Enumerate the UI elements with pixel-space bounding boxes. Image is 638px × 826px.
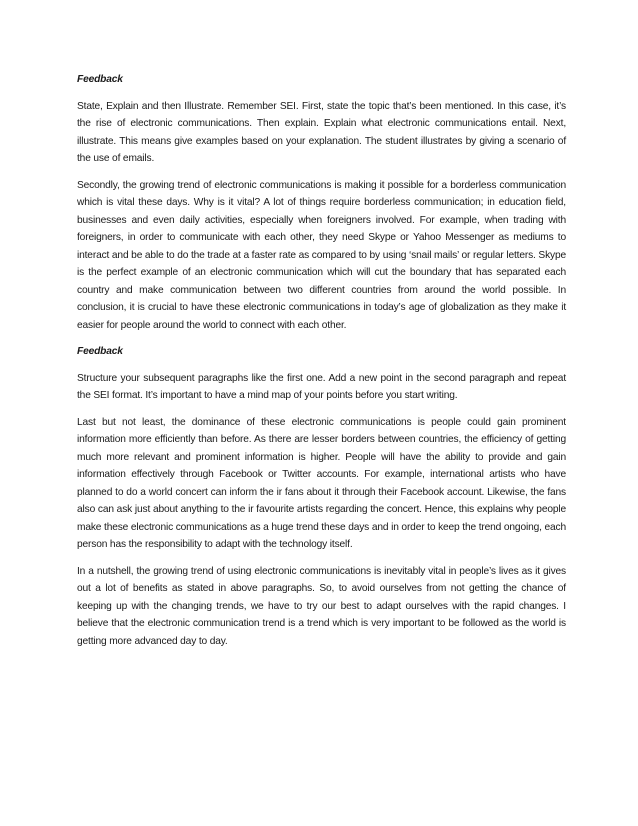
paragraph-last-but-not-least: Last but not least, the dominance of these electronic communications is people could gain prominent information more efficiently than before. As there are lesser borders between countries, the efficiency of getting much more relevant and prominent information is higher. People will have the ability to provide and gain information effectively through Facebook or Twitter accounts. For example, international artists who have planned to do a world concert can inform the ir fans about it through their Facebook account. Likewise, the fans also can ask just about anything to the ir favourite artists regarding the concert. Hence, this explains why people make these electronic communications as a huge trend these days and in order to keep the trend ongoing, each person has the responsibility to adapt with the technology itself. bbox=[77, 416, 566, 550]
document-page bbox=[77, 71, 566, 659]
feedback-heading-1: Feedback bbox=[77, 74, 123, 85]
paragraph-structure-feedback: Structure your subsequent paragraphs like the first one. Add a new point in the second paragraph and repeat the SEI format. It’s important to have a mind map of your points before you start writing. bbox=[77, 372, 566, 401]
paragraph-sei-feedback: State, Explain and then Illustrate. Remember SEI. First, state the topic that’s been mentioned. In this case, it’s the rise of electronic communications. Then explain. Explain what electronic communications entail. Next, illustrate. This means give examples based on your explanation. The student illustrates by giving a scenario of the use of emails. bbox=[77, 100, 566, 164]
paragraph-secondly: Secondly, the growing trend of electronic communications is making it possible for a borderless communication which is vital these days. Why is it vital? A lot of things require borderless communication; in education field, businesses and even daily activities, especially when foreigners involved. For example, when trading with foreigners, in order to communicate with each other, they need Skype or Yahoo Messenger as mediums to interact and be able to do the trade at a faster rate as compared to by using ‘snail mails’ or regular letters. Skype is the perfect example of an electronic communication which will cut the boundary that has separated each country and make communication between two different countries from around the world possible. In conclusion, it is crucial to have these electronic communications in today’s age of globalization as they make it easier for people around the world to connect with each other. bbox=[77, 179, 566, 331]
feedback-heading-2: Feedback bbox=[77, 346, 123, 357]
paragraph-conclusion: In a nutshell, the growing trend of using electronic communications is inevitably vital in people’s lives as it gives out a lot of benefits as stated in above paragraphs. So, to avoid ourselves from not getting the chance of keeping up with the changing trends, we have to try our best to adapt ourselves with the rapid changes. I believe that the electronic communication trend is a trend which is very important to be followed as the world is getting more advanced day to day. bbox=[77, 565, 566, 647]
